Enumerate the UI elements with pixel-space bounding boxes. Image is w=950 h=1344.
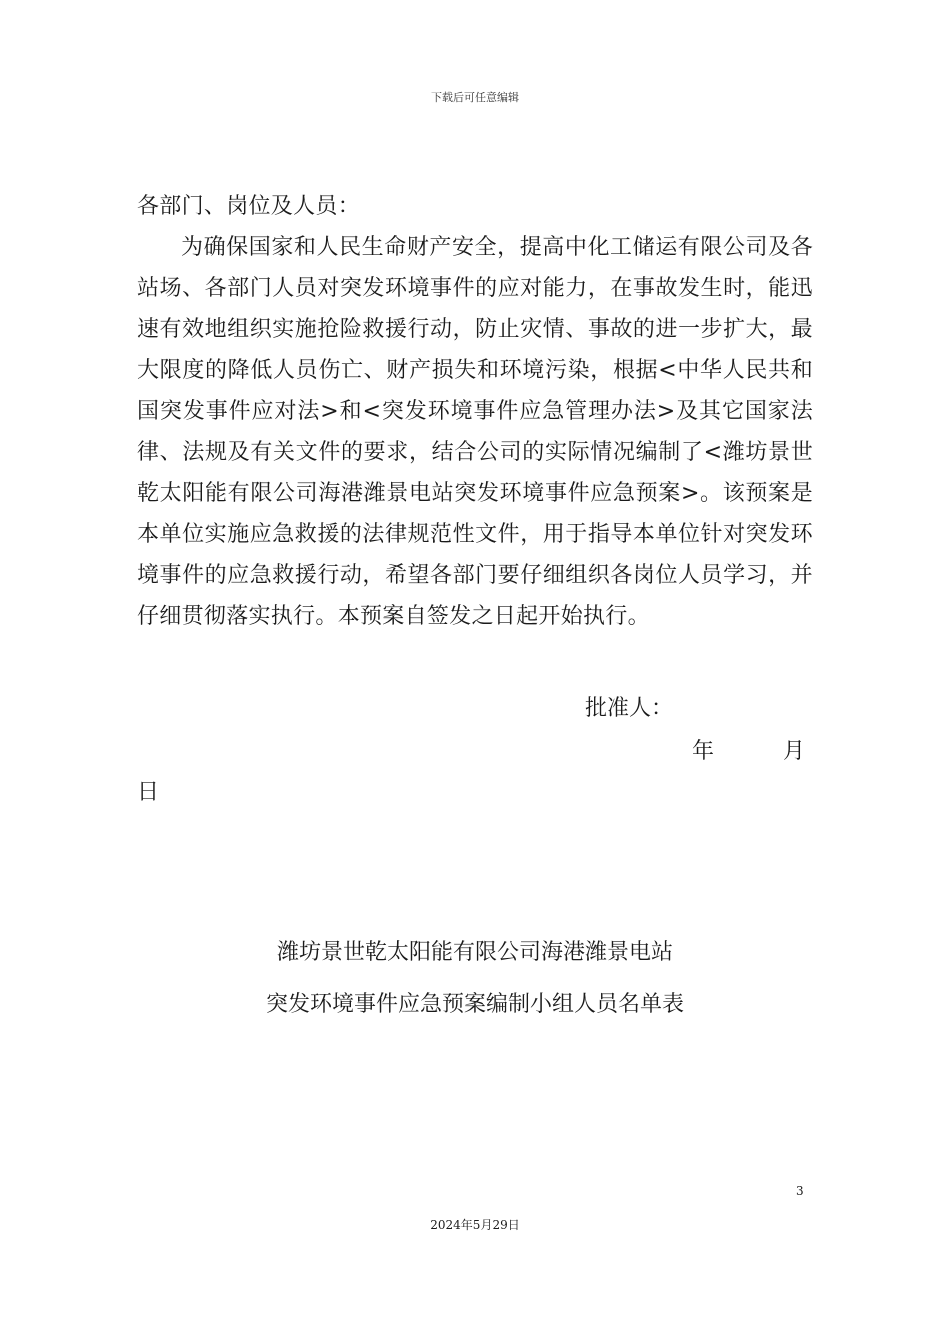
page-number: 3 — [796, 1184, 804, 1198]
date-month-label: 月 — [783, 739, 806, 764]
approver-label: 批准人： — [585, 696, 674, 721]
section-title-line-1: 潍坊景世乾太阳能有限公司海港潍景电站 — [276, 940, 673, 965]
salutation: 各部门、岗位及人员： — [137, 194, 361, 219]
footer-date: 2024年5月29日 — [430, 1218, 520, 1232]
date-year-label: 年 — [692, 739, 715, 764]
date-day-label: 日 — [137, 780, 160, 805]
header-note: 下载后可任意编辑 — [431, 91, 519, 104]
letter-paragraph: 为确保国家和人民生命财产安全，提高中化工储运有限公司及各站场、各部门人员对突发环境事件的应对能力，在事故发生时，能迅速有效地组织实施抢险救援行动，防止灾情、事故的进一步扩大，最大限度的降低人员伤亡、财产损失和环境污染，根据<中华人民共和国突发事件应对法>和<突发环境事件应急管理办法>及其它国家法律、法规及有关文件的要求，结合公司的实际情况编制了<潍坊景世乾太阳能有限公司海港潍景电站突发环境事件应急预案>。该预案是本单位实施应急救援的法律规范性文件，用于指导本单位针对突发环境事件的应急救援行动，希望各部门要仔细组织各岗位人员学习，并仔细贯彻落实执行。本预案自签发之日起开始执行。 — [137, 235, 813, 629]
letter-body — [137, 186, 813, 637]
section-title-line-2: 突发环境事件应急预案编制小组人员名单表 — [265, 992, 684, 1017]
